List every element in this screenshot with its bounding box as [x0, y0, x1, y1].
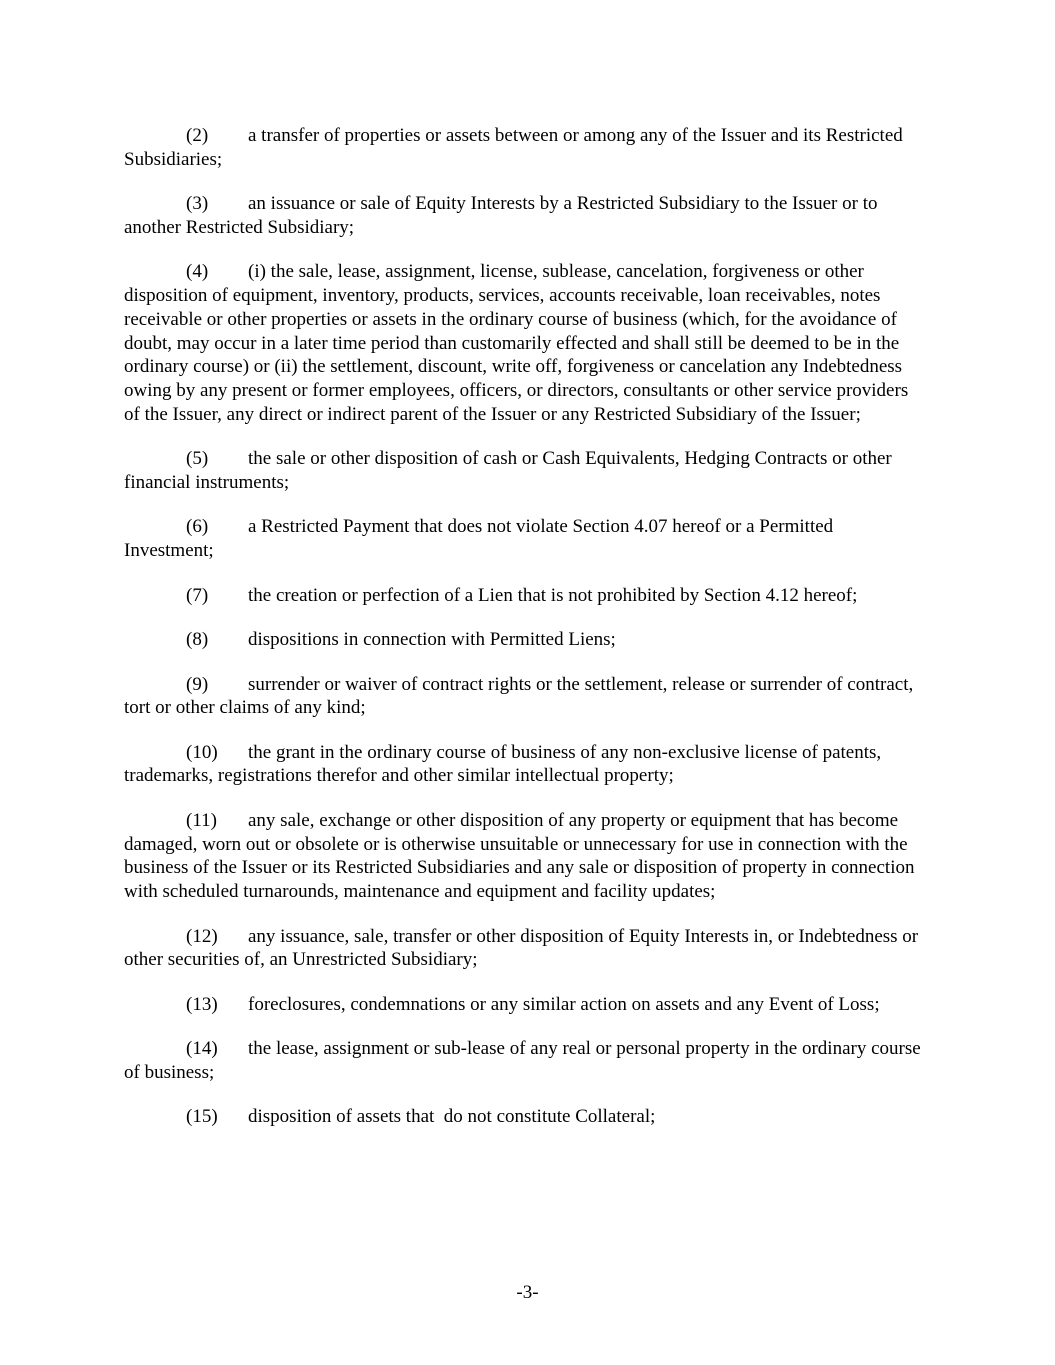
- clause-number: (14): [186, 1038, 218, 1060]
- clause-text: any sale, exchange or other disposition of any property or equipment that has become damaged, worn out or obsolete or is otherwise unsuitable or unnecessary for use in connection with the business of the Issuer or its Restricted Subsidiaries and any sale or disposition of property in connection with scheduled turnarounds, maintenance and equipment and facility updates;: [124, 809, 915, 903]
- clause-number: (11): [186, 809, 217, 831]
- clause-12: [124, 925, 924, 972]
- clause-15: [124, 1105, 924, 1129]
- clause-text: disposition of assets that do not constitute Collateral;: [248, 1106, 656, 1128]
- clause-number: (7): [186, 584, 209, 606]
- clause-5: [124, 447, 924, 494]
- clause-8: [124, 628, 924, 652]
- clause-text: the creation or perfection of a Lien that is not prohibited by Section 4.12 hereof;: [248, 584, 858, 606]
- clause-10: [124, 741, 924, 788]
- clause-number: (2): [186, 125, 209, 146]
- clause-text: dispositions in connection with Permitted Liens;: [248, 629, 616, 651]
- clause-number: (9): [186, 673, 209, 695]
- clause-number: (4): [186, 261, 209, 283]
- clause-text: a transfer of properties or assets between or among any of the Issuer and its Restricted Subsidiaries;: [124, 125, 903, 170]
- clause-2: [124, 124, 924, 171]
- page-number: -3-: [516, 1282, 539, 1303]
- clause-number: (8): [186, 629, 209, 651]
- clause-3: [124, 192, 924, 239]
- clause-9: [124, 673, 924, 720]
- clause-text: the sale or other disposition of cash or Cash Equivalents, Hedging Contracts or other financial instruments;: [124, 448, 892, 493]
- clause-number: (5): [186, 448, 209, 470]
- clause-text: foreclosures, condemnations or any similar action on assets and any Event of Loss;: [248, 993, 880, 1015]
- clause-number: (6): [186, 516, 209, 538]
- clause-text: a Restricted Payment that does not violate Section 4.07 hereof or a Permitted Investment;: [124, 516, 834, 562]
- clause-13: [124, 993, 924, 1017]
- clause-number: (3): [186, 193, 209, 215]
- clause-number: (10): [186, 741, 218, 763]
- clause-text: any issuance, sale, transfer or other disposition of Equity Interests in, or Indebtedness or other securities of, an Unrestricted Subsidiary;: [124, 925, 919, 971]
- clause-text: an issuance or sale of Equity Interests by a Restricted Subsidiary to the Issuer or to another Restricted Subsidiary;: [124, 193, 878, 238]
- clause-text: the grant in the ordinary course of business of any non-exclusive license of patents, trademarks, registrations therefor and other similar intellectual property;: [124, 741, 882, 787]
- clause-14: [124, 1037, 924, 1084]
- clause-text: (i) the sale, lease, assignment, license, sublease, cancelation, forgiveness or other disposition of equipment, inventory, products, services, accounts receivable, loan receivables, notes receivable or other properties or assets in the ordinary course of business (which, for the avoidance of doubt, may occur in a later time period than customarily effected and shall still be deemed to be in the ordinary course) or (ii) the settlement, discount, write off, forgiveness or cancelation any Indebtedness owing by any present or former employees, officers, or directors, consultants or other service providers of the Issuer, any direct or indirect parent of the Issuer or any Restricted Subsidiary of the Issuer;: [124, 261, 909, 425]
- clause-11: [124, 809, 924, 904]
- clause-6: [124, 515, 924, 562]
- clause-number: (15): [186, 1106, 218, 1128]
- clause-number: (12): [186, 925, 218, 947]
- clause-text: the lease, assignment or sub-lease of any real or personal property in the ordinary course of business;: [124, 1038, 921, 1083]
- clause-7: [124, 584, 924, 608]
- clause-list: [124, 124, 924, 1150]
- clause-number: (13): [186, 993, 218, 1015]
- clause-4: [124, 260, 924, 426]
- clause-text: surrender or waiver of contract rights or the settlement, release or surrender of contract, tort or other claims of any kind;: [124, 673, 914, 719]
